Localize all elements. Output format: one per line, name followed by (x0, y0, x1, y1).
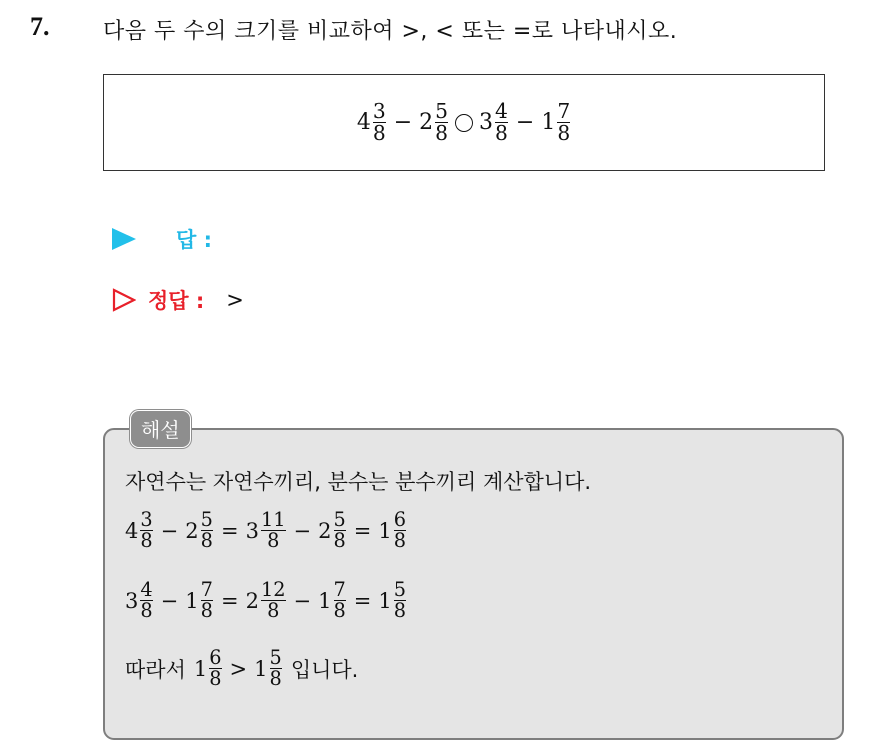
denominator: 8 (435, 121, 448, 145)
equals-operator: = (220, 588, 239, 613)
minus-operator: − (515, 110, 535, 135)
fraction (261, 510, 286, 552)
question-number: 7. (30, 12, 50, 41)
numerator: 7 (200, 578, 213, 601)
mixed-number (125, 510, 154, 552)
fraction (435, 98, 448, 145)
numerator: 7 (557, 98, 571, 123)
numerator: 5 (269, 646, 282, 669)
minus-operator: − (160, 518, 179, 543)
fraction (372, 98, 386, 145)
numerator: 5 (200, 508, 213, 531)
mixed-number (378, 580, 407, 622)
equals-operator: = (220, 518, 239, 543)
numerator: 5 (435, 98, 448, 123)
answer-row (112, 224, 212, 254)
fraction (201, 580, 213, 622)
comparison-blank-circle-icon (455, 114, 473, 132)
fraction (261, 580, 286, 622)
minus-operator: − (393, 110, 413, 135)
fraction (394, 580, 406, 622)
filled-triangle-icon (112, 228, 136, 250)
denominator: 8 (333, 599, 346, 623)
problem-expression (356, 98, 571, 145)
mixed-number (356, 98, 387, 145)
denominator: 8 (393, 599, 407, 623)
whole-part: 1 (541, 110, 556, 135)
greater-than-operator: > (229, 656, 248, 681)
numerator: 6 (393, 508, 407, 531)
numerator: 11 (260, 508, 286, 531)
equals-operator: = (353, 588, 372, 613)
mixed-number (194, 648, 223, 690)
mixed-number (254, 648, 283, 690)
whole-part: 1 (193, 656, 208, 681)
numerator: 7 (333, 578, 346, 601)
numerator: 6 (209, 646, 222, 669)
whole-part: 3 (125, 588, 139, 613)
fraction (140, 510, 152, 552)
fraction (495, 98, 508, 145)
minus-operator: − (293, 588, 312, 613)
mixed-number (125, 580, 154, 622)
whole-part: 2 (245, 588, 259, 613)
explanation-line-1: 자연수는 자연수끼리, 분수는 분수끼리 계산합니다. (125, 470, 592, 494)
explanation-line-3 (125, 580, 407, 622)
denominator: 8 (140, 529, 153, 553)
outline-triangle-icon (112, 288, 136, 312)
whole-part: 3 (479, 110, 493, 135)
mixed-number (318, 510, 347, 552)
mixed-number (419, 98, 449, 145)
denominator: 8 (372, 121, 386, 145)
equals-operator: = (353, 518, 372, 543)
problem-box (103, 74, 825, 171)
denominator: 8 (333, 529, 346, 553)
explanation-line-4 (125, 648, 358, 690)
minus-operator: − (160, 588, 179, 613)
mixed-number (378, 510, 407, 552)
fraction (209, 648, 221, 690)
denominator: 8 (393, 529, 407, 553)
numerator: 4 (495, 98, 508, 123)
denominator: 8 (267, 599, 280, 623)
explanation-tag: 해설 (130, 410, 191, 448)
conclusion-suffix: 입니다. (290, 657, 359, 682)
numerator: 4 (140, 578, 153, 601)
mixed-number (246, 580, 287, 622)
mixed-number (541, 98, 571, 145)
whole-part: 1 (185, 588, 199, 613)
mixed-number (479, 98, 509, 145)
whole-part: 1 (378, 518, 392, 543)
whole-part: 3 (245, 518, 259, 543)
correct-answer-row (112, 285, 244, 315)
correct-answer-label: 정답 : (148, 289, 205, 313)
mixed-number (185, 510, 214, 552)
numerator: 3 (372, 98, 386, 123)
fraction (394, 510, 406, 552)
whole-part: 1 (318, 588, 332, 613)
fraction (334, 580, 346, 622)
denominator: 8 (209, 667, 222, 691)
whole-part: 4 (356, 110, 371, 135)
whole-part: 2 (185, 518, 199, 543)
minus-operator: − (293, 518, 312, 543)
whole-part: 1 (378, 588, 392, 613)
explanation-line-2 (125, 510, 407, 552)
question-text: 다음 두 수의 크기를 비교하여 >, < 또는 =로 나타내시오. (103, 19, 678, 44)
denominator: 8 (140, 599, 153, 623)
fraction (140, 580, 152, 622)
whole-part: 1 (254, 656, 268, 681)
conclusion-prefix: 따라서 (125, 657, 186, 682)
denominator: 8 (267, 529, 280, 553)
numerator: 12 (260, 578, 286, 601)
mixed-number (246, 510, 287, 552)
whole-part: 4 (125, 518, 139, 543)
numerator: 5 (393, 578, 407, 601)
whole-part: 2 (419, 110, 434, 135)
denominator: 8 (200, 529, 213, 553)
denominator: 8 (557, 121, 571, 145)
fraction (557, 98, 571, 145)
denominator: 8 (269, 667, 282, 691)
numerator: 3 (140, 508, 153, 531)
whole-part: 2 (318, 518, 332, 543)
mixed-number (318, 580, 347, 622)
denominator: 8 (200, 599, 213, 623)
numerator: 5 (333, 508, 346, 531)
denominator: 8 (495, 121, 508, 145)
fraction (270, 648, 282, 690)
answer-label: 답 : (176, 228, 212, 252)
fraction (201, 510, 213, 552)
mixed-number (185, 580, 214, 622)
correct-answer-value: > (226, 288, 244, 312)
fraction (334, 510, 346, 552)
